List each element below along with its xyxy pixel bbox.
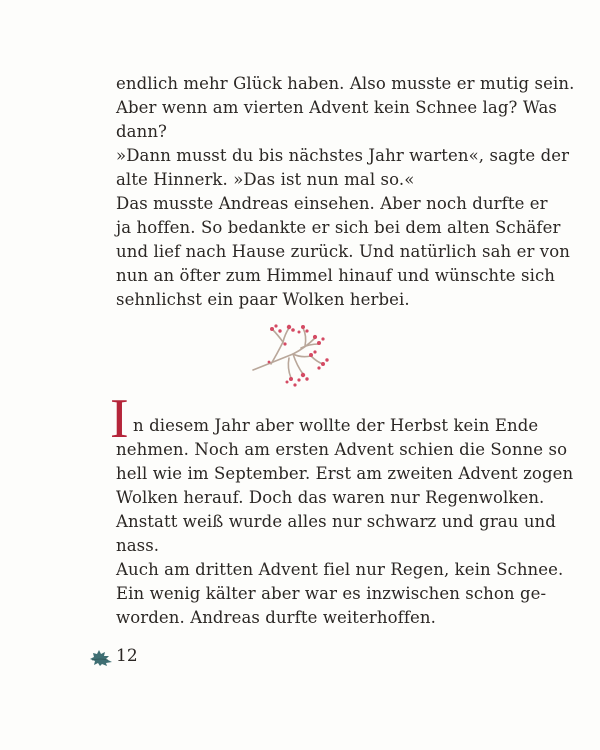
text-line: Wolken herauf. Doch das waren nur Regenwolken. (116, 488, 545, 507)
text-line: nun an öfter zum Himmel hinauf und wünschte sich (116, 266, 556, 285)
text-line: ja hoffen. So bedankte er sich bei dem alten Schäfer (116, 218, 561, 237)
text-line: Anstatt weiß wurde alles nur schwarz und grau und (116, 512, 556, 531)
text-line: endlich mehr Glück haben. Also musste er mutig sein. (116, 74, 575, 93)
drop-cap-letter: I (110, 388, 129, 450)
text-line: alte Hinnerk. »Das ist nun mal so.« (116, 170, 415, 189)
text-line: nehmen. Noch am ersten Advent schien die Sonne so (116, 440, 568, 459)
text-line: Aber wenn am vierten Advent kein Schnee lag? Was (116, 98, 557, 117)
berry-branch-ornament (243, 318, 333, 390)
text-line: nass. (116, 536, 160, 555)
text-line: Ein wenig kälter aber war es inzwischen schon ge- (116, 584, 547, 603)
holly-leaf-icon (88, 645, 114, 667)
text-line: sehnlichst ein paar Wolken herbei. (116, 290, 410, 309)
page-number: 12 (116, 646, 138, 666)
text-line: n diesem Jahr aber wollte der Herbst kein Ende (133, 416, 539, 435)
text-line: »Dann musst du bis nächstes Jahr warten«, sagte der (116, 146, 570, 165)
text-line: und lief nach Hause zurück. Und natürlich sah er von (116, 242, 570, 261)
text-line: Das musste Andreas einsehen. Aber noch durfte er (116, 194, 548, 213)
text-line: dann? (116, 122, 167, 141)
text-line: worden. Andreas durfte weiterhoffen. (116, 608, 436, 627)
text-line: Auch am dritten Advent fiel nur Regen, kein Schnee. (116, 560, 564, 579)
text-line: hell wie im September. Erst am zweiten Advent zogen (116, 464, 574, 483)
